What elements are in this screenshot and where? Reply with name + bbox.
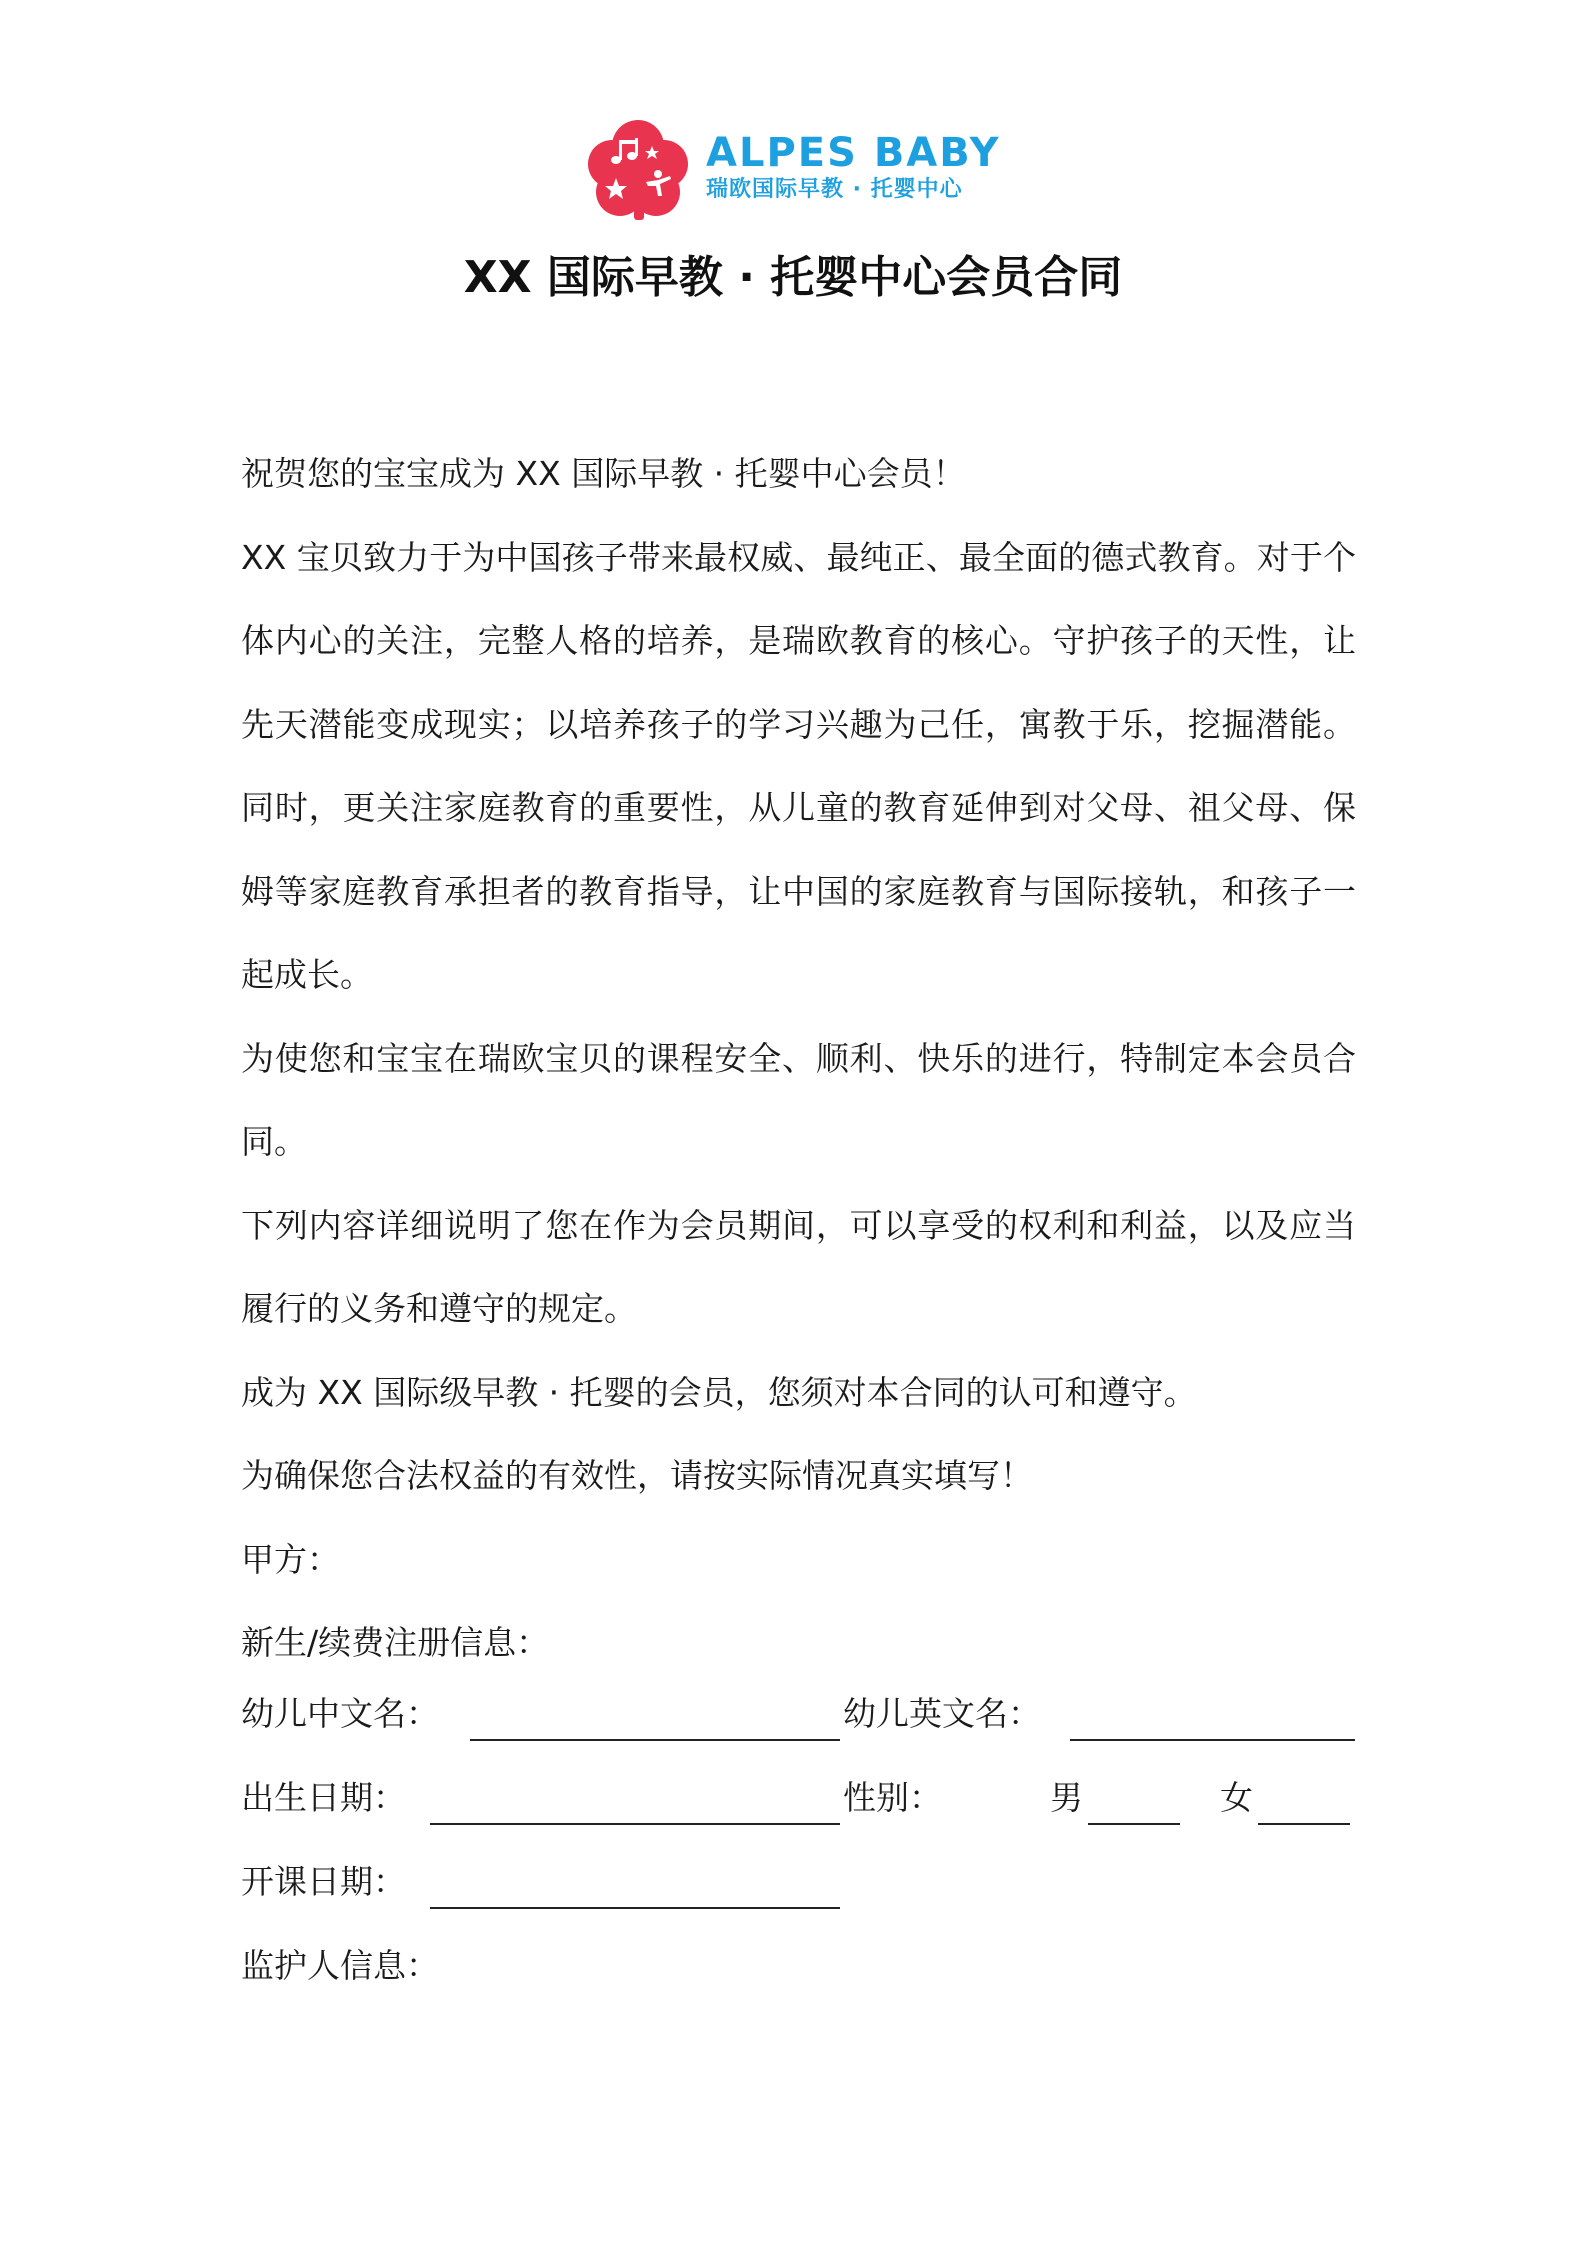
contract-body [241,432,1356,1685]
gender-female-field[interactable] [1258,1823,1350,1825]
flower-music-stars-logo-icon [586,116,690,220]
logo-text [706,131,1001,205]
paragraph-congrats: 祝贺您的宝宝成为 XX 国际早教 · 托婴中心会员！ [241,454,966,493]
child-cn-name-field[interactable] [470,1739,840,1741]
child-en-name-field[interactable] [1070,1739,1355,1741]
gender-male-label: 男 [1050,1778,1083,1817]
brand-name-cn: 瑞欧国际早教 · 托婴中心 [706,177,963,202]
brand-name-en: ALPES BABY [706,130,1001,176]
start-date-field[interactable] [430,1907,840,1909]
gender-label: 性别： [843,1778,942,1817]
child-en-name-label: 幼儿英文名： [843,1694,1041,1733]
birth-date-label: 出生日期： [241,1778,406,1817]
paragraph-purpose: 为使您和宝宝在瑞欧宝贝的课程安全、顺利、快乐的进行，特制定本会员合同。 [241,1038,1356,1161]
document-title: XX 国际早教 · 托婴中心会员合同 [463,252,1123,303]
gender-male-field[interactable] [1088,1823,1180,1825]
paragraph-compliance: 成为 XX 国际级早教 · 托婴的会员，您须对本合同的认可和遵守。 [241,1372,1197,1412]
child-cn-name-label: 幼儿中文名： [241,1694,439,1733]
brand-logo [586,116,1001,220]
registration-info-label: 新生/续费注册信息： [241,1623,550,1662]
guardian-info-label: 监护人信息： [241,1946,439,1985]
paragraph-rights: 下列内容详细说明了您在作为会员期间，可以享受的权利和利益，以及应当履行的义务和遵守的规定。 [241,1205,1356,1328]
party-a-label: 甲方： [241,1539,340,1579]
paragraph-mission: XX 宝贝致力于为中国孩子带来最权威、最纯正、最全面的德式教育。对于个体内心的关注，完整人格的培养，是瑞欧教育的核心。守护孩子的天性，让先天潜能变成现实；以培养孩子的学习兴趣为己任，寓教于乐，挖掘潜能。同时，更关注家庭教育的重要性，从儿童的教育延伸到对父母、祖父母、保姆等家庭教育承担者的教育指导，让中国的家庭教育与国际接轨，和孩子一起成长。 [241,537,1356,994]
start-date-label: 开课日期： [241,1862,406,1901]
birth-date-field[interactable] [430,1823,840,1825]
paragraph-fill-truthfully: 为确保您合法权益的有效性，请按实际情况真实填写！ [241,1456,1033,1495]
gender-female-label: 女 [1220,1778,1253,1817]
